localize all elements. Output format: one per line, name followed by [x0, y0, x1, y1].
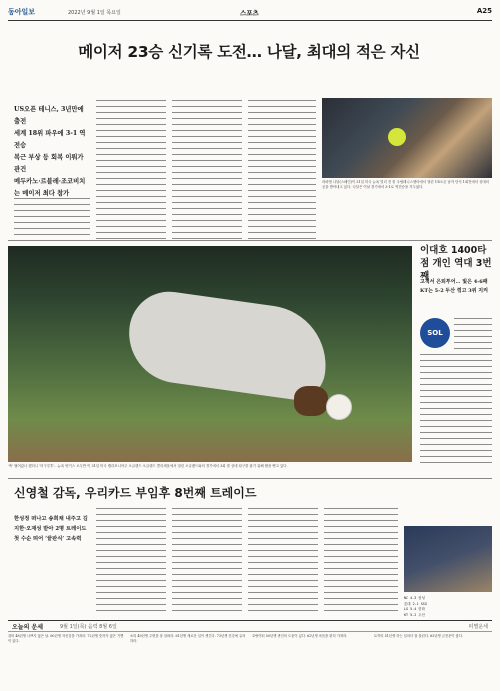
score-row: NC 4-3 삼성 [404, 596, 425, 600]
baseball-photo [8, 246, 412, 462]
fortune-bar [8, 620, 492, 632]
page-number: A25 [476, 7, 492, 15]
side-headline: 이대호 1400타점 개인 역대 3번째 [420, 245, 492, 282]
glove-icon [294, 386, 328, 416]
lower-body-col-1 [96, 508, 166, 616]
lower-body-col-2 [172, 508, 242, 616]
article-body-col-2 [96, 100, 166, 240]
lower-lead: 한성정 떠나고 송희채 내주고 김지한·오재성 받아 2명 트레이드 첫 수순 띄어 ‘끝판식’ 고속력 [14, 516, 88, 542]
fortune-title: 오늘의 운세 [12, 624, 44, 631]
section-divider [8, 240, 492, 241]
masthead [8, 6, 492, 21]
newspaper-logo: 동아일보 [8, 8, 36, 16]
fortune-right-label: 띠별운세 [468, 624, 488, 630]
score-row: KT 5-2 두산 [404, 612, 425, 617]
article-body-col-3 [172, 100, 242, 240]
score-row: LG 5-4 한화 [404, 607, 425, 611]
baseball-photo-caption: '축' 뛸어갔나 했더니 '미구루후'…뉴욕 양키스 오두반 이 31일 미국 캘리포니아주 오클랜드 오클랜드 콜리세움에서 열린 오클랜드와의 경기에서 3회 말 상대 타구를 잡기 위해 팔을 뻗고 있다. [8, 464, 288, 468]
lead-line: US오픈 테니스, 3년만에 출전 [14, 106, 84, 125]
main-headline: 메이저 23승 신기록 도전… 나달, 최대의 적은 자신 [78, 43, 420, 61]
fortune-col: 토끼띠 51년생 하는 일마다 잘 풀린다. 63년생 금전운이 좋다. [374, 634, 463, 638]
score-row: 롯데 2-1 SSG [404, 601, 427, 606]
lower-body-col-3 [248, 508, 318, 616]
section-divider [8, 478, 492, 479]
side-article-body-2 [420, 354, 492, 466]
section-name: 스포츠 [240, 9, 259, 17]
fortune-col: 호랑이띠 50년생 귀인의 도움이 있다. 62년생 마음을 편히 가져라. [252, 634, 348, 638]
article-body-col-4 [248, 100, 316, 240]
article-body-col-1 [14, 198, 90, 240]
lead-subheads [14, 104, 90, 200]
fortune-col: 소띠 49년생 주변을 잘 살펴라. 61년생 새로운 일이 생긴다. 73년생 건강에 유의하라. [130, 634, 246, 644]
tennis-photo [322, 98, 492, 178]
lower-body-col-4 [324, 508, 398, 616]
tennis-ball-icon [388, 128, 406, 146]
fortune-col: 쥐띠 48년생 나쁘지 않은 날. 60년생 자신감을 가져라. 72년생 뜻하지 않은 기쁨이 있다. [8, 634, 124, 644]
player-photo [404, 526, 492, 592]
score-table [404, 596, 492, 618]
side-article-body [454, 318, 492, 350]
side-lead: 고척서 은퇴투어… 빛은 4-6패 KT는 5-2 두산 꺾고 3위 지켜 [420, 279, 488, 294]
lead-line: 세계 18위 파우에 3-1 역전승 [14, 130, 86, 149]
issue-date: 2022년 9월 1일 목요일 [68, 10, 121, 16]
baseball-icon [326, 394, 352, 420]
lead-line: 복근 부상 등 회복 이뤄가 관건 [14, 154, 84, 173]
tennis-photo-caption: 라파엘 나달(스페인)이 31일 미국 뉴욕 빌리 진 킹 국립테니스센터에서 열린 US오픈 남자 단식 1회전에서 상대의 공을 받아내고 있다. 나달은 이날 경기에서 3-1로 역전승을 거두었다. [322, 180, 489, 190]
fortune-date: 9월 1일(목) 음력 8월 6일 [60, 624, 117, 630]
team-logo: SOL [420, 318, 450, 348]
lead-line: 메두카노·르블레·조코비치는 메이저 최다 참가 [14, 178, 86, 197]
lower-headline: 신영철 감독, 우리카드 부임후 8번째 트레이드 [14, 486, 257, 500]
